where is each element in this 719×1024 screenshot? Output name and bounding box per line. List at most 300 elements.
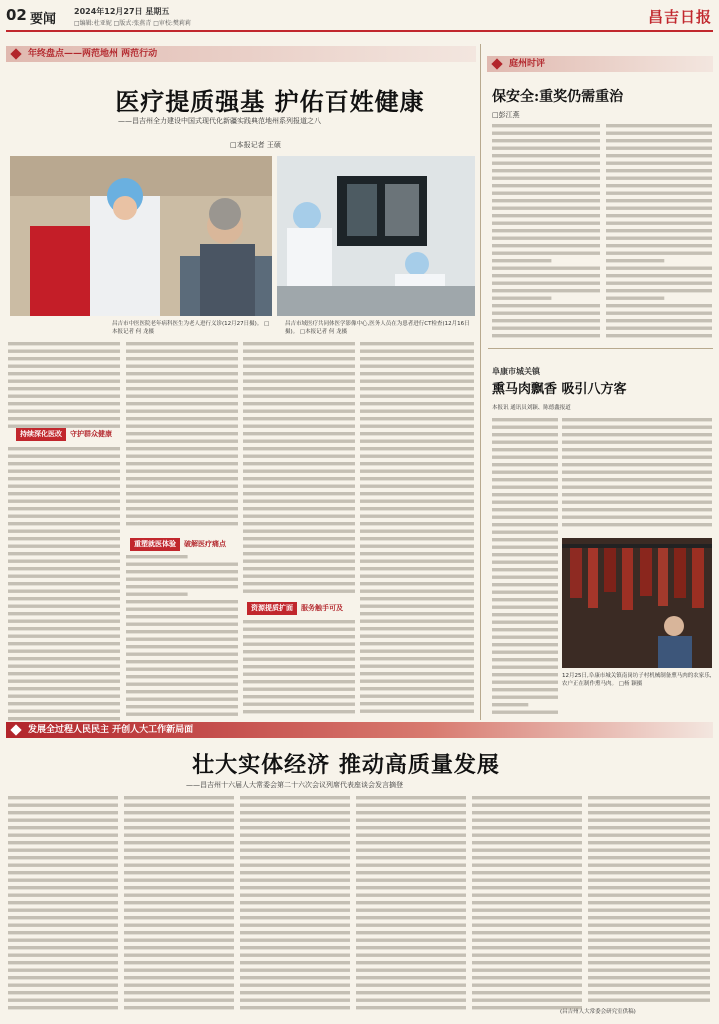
text-line	[124, 849, 234, 852]
text-line	[243, 628, 355, 631]
text-line	[126, 425, 238, 428]
text-line	[492, 553, 558, 556]
text-line	[240, 954, 350, 957]
text-line	[243, 575, 355, 578]
text-line	[126, 608, 238, 611]
text-line	[360, 485, 474, 488]
text-line	[126, 477, 238, 480]
text-line	[356, 961, 466, 964]
text-line	[124, 864, 234, 867]
text-line	[606, 334, 712, 337]
text-line	[243, 372, 355, 375]
text-line	[126, 380, 238, 383]
text-line	[492, 606, 558, 609]
text-line	[243, 365, 355, 368]
text-line	[126, 555, 188, 558]
text-line	[124, 954, 234, 957]
text-line	[360, 635, 474, 638]
header-rule	[6, 30, 713, 32]
text-line	[240, 894, 350, 897]
text-line	[126, 485, 238, 488]
text-line	[588, 879, 710, 882]
text-line	[606, 222, 712, 225]
text-line	[360, 470, 474, 473]
text-line	[8, 924, 118, 927]
text-line	[606, 132, 712, 135]
caption-left: 昌吉市中医医院老年病科医生为老人进行义诊(12月27日摄)。 □本报记者 何 龙摄	[112, 321, 270, 335]
text-line	[360, 657, 474, 660]
text-line	[243, 470, 355, 473]
text-line	[492, 486, 558, 489]
text-line	[356, 886, 466, 889]
text-line	[240, 856, 350, 859]
text-line	[8, 879, 118, 882]
text-line	[562, 493, 712, 496]
text-line	[360, 672, 474, 675]
text-line	[562, 456, 712, 459]
caption-right: 昌吉市域医疗共同体医学影像中心,医务人员在为患者进行CT检查(12月16日摄)。 □本报记者 何 龙摄	[285, 321, 470, 335]
text-line	[360, 425, 474, 428]
text-line	[8, 804, 118, 807]
text-line	[8, 886, 118, 889]
text-line	[243, 537, 355, 540]
text-line	[243, 530, 355, 533]
text-line	[243, 402, 355, 405]
text-line	[360, 702, 474, 705]
subhead-3	[243, 602, 359, 615]
text-line	[126, 365, 238, 368]
text-line	[126, 600, 238, 603]
text-line	[588, 811, 710, 814]
text-line	[240, 924, 350, 927]
text-line	[8, 849, 118, 852]
text-line	[360, 522, 474, 525]
commentary-byline: □彭江燕	[492, 111, 520, 119]
text-line	[126, 585, 238, 588]
text-line	[472, 909, 582, 912]
column-separator	[480, 44, 481, 720]
text-line	[606, 304, 712, 307]
text-line	[360, 530, 474, 533]
text-line	[588, 901, 710, 904]
text-line	[126, 492, 238, 495]
photo-smoked-horse-meat	[562, 538, 712, 668]
text-line	[562, 516, 712, 519]
text-line	[472, 916, 582, 919]
text-line	[124, 984, 234, 987]
text-line	[8, 864, 118, 867]
text-line	[492, 184, 600, 187]
text-line	[562, 501, 712, 504]
text-line	[126, 623, 238, 626]
text-line	[360, 665, 474, 668]
text-line	[472, 879, 582, 882]
text-line	[243, 695, 355, 698]
text-line	[360, 627, 474, 630]
text-line	[472, 954, 582, 957]
text-line	[243, 425, 355, 428]
text-line	[360, 642, 474, 645]
text-line	[8, 342, 120, 345]
text-line	[356, 796, 466, 799]
text-line	[606, 199, 712, 202]
text-line	[243, 492, 355, 495]
text-line	[360, 350, 474, 353]
text-line	[243, 545, 355, 548]
text-line	[492, 289, 600, 292]
commentary-banner	[487, 56, 713, 72]
text-line	[588, 954, 710, 957]
text-line	[492, 666, 558, 669]
text-line	[360, 567, 474, 570]
text-line	[240, 946, 350, 949]
text-line	[8, 939, 118, 942]
text-line	[492, 162, 600, 165]
text-line	[492, 478, 558, 481]
text-line	[126, 630, 238, 633]
text-line	[588, 931, 710, 934]
text-line	[606, 282, 712, 285]
text-line	[356, 984, 466, 987]
text-line	[606, 162, 712, 165]
text-line	[492, 576, 558, 579]
text-line	[8, 984, 118, 987]
text-line	[492, 426, 558, 429]
text-line	[472, 849, 582, 852]
text-line	[562, 433, 712, 436]
text-line	[8, 976, 118, 979]
right-divider	[488, 348, 713, 349]
subhead-3-tag: 资源提质扩面	[247, 602, 297, 615]
main-headline: 医疗提质强基 护佑百姓健康	[115, 87, 425, 116]
text-line	[360, 552, 474, 555]
text-line	[360, 650, 474, 653]
text-line	[492, 711, 558, 714]
text-line	[240, 804, 350, 807]
text-line	[126, 402, 238, 405]
text-line	[492, 568, 558, 571]
text-line	[606, 214, 712, 217]
text-line	[243, 447, 355, 450]
text-line	[8, 901, 118, 904]
text-line	[356, 1006, 466, 1009]
page-number: 02	[6, 6, 27, 24]
text-line	[126, 638, 238, 641]
text-line	[360, 582, 474, 585]
text-line	[492, 463, 558, 466]
main-subhead: ——昌吉州全力建设中国式现代化新疆实践典范地州系列报道之八	[118, 117, 321, 125]
text-line	[124, 901, 234, 904]
text-line	[606, 244, 712, 247]
text-line	[356, 939, 466, 942]
text-line	[472, 946, 582, 949]
text-line	[492, 237, 600, 240]
text-line	[126, 507, 238, 510]
text-line	[562, 441, 712, 444]
bottom-banner-diamond-icon	[10, 724, 21, 735]
text-line	[588, 909, 710, 912]
text-line	[126, 455, 238, 458]
text-line	[492, 177, 600, 180]
text-line	[8, 894, 118, 897]
section-name: 要闻	[30, 12, 57, 27]
text-line	[492, 493, 558, 496]
text-line	[124, 811, 234, 814]
text-line	[360, 387, 474, 390]
text-line	[492, 214, 600, 217]
text-line	[492, 327, 600, 330]
text-line	[588, 976, 710, 979]
text-line	[360, 515, 474, 518]
main-byline: □本报记者 王硕	[230, 141, 281, 149]
editor-credits: □编辑:杜亚妮 □版式:张燕青 □审校:樊莉莉	[74, 20, 191, 27]
text-line	[492, 282, 600, 285]
text-line	[356, 856, 466, 859]
text-line	[492, 267, 600, 270]
text-line	[588, 826, 710, 829]
text-line	[360, 590, 474, 593]
text-line	[243, 688, 355, 691]
top-section-banner	[6, 46, 476, 62]
text-line	[492, 658, 558, 661]
text-line	[240, 1006, 350, 1009]
text-line	[360, 432, 474, 435]
feature-kicker: 阜康市城关镇	[492, 367, 540, 376]
text-line	[243, 643, 355, 646]
subhead-2-text: 破解医疗痛点	[184, 540, 226, 548]
text-line	[356, 864, 466, 867]
text-line	[360, 687, 474, 690]
text-line	[606, 312, 712, 315]
text-line	[588, 819, 710, 822]
text-line	[360, 492, 474, 495]
text-line	[126, 713, 238, 716]
text-line	[243, 665, 355, 668]
text-line	[492, 538, 558, 541]
text-line	[562, 463, 712, 466]
commentary-title: 保安全:重奖仍需重治	[492, 89, 624, 105]
text-line	[492, 319, 600, 322]
text-line	[562, 478, 712, 481]
text-line	[492, 471, 558, 474]
text-line	[588, 984, 710, 987]
text-line	[240, 849, 350, 852]
text-line	[240, 916, 350, 919]
subhead-1-text: 守护群众健康	[70, 430, 112, 438]
text-line	[492, 252, 600, 255]
text-line	[606, 259, 664, 262]
subhead-1-tag: 持续深化医改	[16, 428, 66, 441]
text-line	[360, 537, 474, 540]
text-line	[562, 508, 712, 511]
text-line	[126, 570, 238, 573]
text-line	[360, 545, 474, 548]
text-line	[360, 680, 474, 683]
text-line	[243, 658, 355, 661]
text-line	[8, 1006, 118, 1009]
text-line	[360, 410, 474, 413]
text-line	[606, 267, 712, 270]
text-line	[492, 207, 600, 210]
text-line	[588, 969, 710, 972]
text-line	[562, 471, 712, 474]
text-line	[8, 819, 118, 822]
text-line	[124, 924, 234, 927]
text-line	[240, 969, 350, 972]
text-line	[492, 441, 558, 444]
text-line	[356, 976, 466, 979]
text-line	[126, 593, 188, 596]
text-line	[124, 856, 234, 859]
text-line	[243, 552, 355, 555]
text-line	[606, 237, 712, 240]
feature-byline: 本报讯 通讯员刘颖、陈德鑫报道	[492, 405, 571, 411]
text-line	[492, 673, 558, 676]
text-line	[360, 342, 474, 345]
text-line	[243, 342, 355, 345]
text-line	[588, 871, 710, 874]
text-line	[492, 688, 558, 691]
text-line	[588, 841, 710, 844]
text-line	[360, 357, 474, 360]
text-line	[8, 811, 118, 814]
text-line	[356, 946, 466, 949]
text-line	[356, 879, 466, 882]
text-line	[243, 432, 355, 435]
text-line	[472, 819, 582, 822]
text-line	[126, 417, 238, 420]
text-line	[360, 447, 474, 450]
main-body-col-1	[8, 352, 120, 722]
text-line	[492, 561, 558, 564]
text-line	[124, 916, 234, 919]
text-line	[492, 501, 558, 504]
text-line	[492, 169, 600, 172]
text-line	[243, 635, 355, 638]
text-line	[606, 252, 712, 255]
text-line	[240, 931, 350, 934]
text-line	[492, 508, 558, 511]
text-line	[124, 804, 234, 807]
text-line	[588, 834, 710, 837]
text-line	[124, 969, 234, 972]
text-line	[492, 636, 558, 639]
text-line	[126, 578, 238, 581]
text-line	[356, 804, 466, 807]
text-line	[8, 871, 118, 874]
text-line	[492, 628, 558, 631]
text-line	[492, 523, 558, 526]
text-line	[8, 796, 118, 799]
text-line	[492, 334, 600, 337]
text-line	[588, 864, 710, 867]
banner-diamond-icon	[10, 48, 21, 59]
text-line	[492, 613, 558, 616]
text-line	[126, 470, 238, 473]
text-line	[124, 1006, 234, 1009]
text-line	[356, 849, 466, 852]
text-line	[472, 841, 582, 844]
text-line	[492, 643, 558, 646]
bottom-source-note: (昌吉州人大常委会研究室供稿)	[560, 1009, 636, 1015]
text-line	[243, 522, 355, 525]
text-line	[472, 804, 582, 807]
text-line	[472, 826, 582, 829]
text-line	[606, 297, 664, 300]
text-line	[126, 660, 238, 663]
text-line	[126, 342, 238, 345]
subhead-3-text: 服务触手可及	[301, 604, 343, 612]
text-line	[492, 598, 558, 601]
text-line	[240, 961, 350, 964]
text-line	[360, 477, 474, 480]
text-line	[8, 826, 118, 829]
text-line	[588, 946, 710, 949]
text-line	[243, 477, 355, 480]
text-line	[472, 961, 582, 964]
photo-ct-scan	[277, 156, 475, 316]
text-line	[472, 924, 582, 927]
text-line	[472, 939, 582, 942]
feature-photo-caption: 12月25日,阜康市城关镇南岗坊子村机械制备熏马肉的农家乐,农户正在制作熏马肉。 □杨 颖摄	[562, 673, 712, 687]
text-line	[126, 615, 238, 618]
text-line	[492, 448, 558, 451]
text-line	[240, 886, 350, 889]
text-line	[360, 440, 474, 443]
text-line	[360, 560, 474, 563]
text-line	[492, 139, 600, 142]
text-line	[606, 192, 712, 195]
text-line	[492, 297, 551, 300]
text-line	[356, 834, 466, 837]
text-line	[360, 605, 474, 608]
text-line	[356, 991, 466, 994]
text-line	[240, 984, 350, 987]
bottom-section-banner	[6, 722, 713, 738]
text-line	[472, 901, 582, 904]
text-line	[492, 696, 558, 699]
text-line	[360, 402, 474, 405]
text-line	[126, 645, 238, 648]
text-line	[8, 916, 118, 919]
text-line	[126, 515, 238, 518]
text-line	[472, 796, 582, 799]
text-line	[356, 999, 466, 1002]
text-line	[8, 931, 118, 934]
text-line	[356, 894, 466, 897]
text-line	[126, 653, 238, 656]
text-line	[356, 924, 466, 927]
text-line	[606, 124, 712, 127]
text-line	[240, 864, 350, 867]
text-line	[126, 668, 238, 671]
text-line	[243, 500, 355, 503]
text-line	[243, 650, 355, 653]
text-line	[606, 147, 712, 150]
text-line	[492, 621, 558, 624]
text-line	[588, 924, 710, 927]
text-line	[243, 462, 355, 465]
text-line	[588, 916, 710, 919]
text-line	[124, 796, 234, 799]
text-line	[126, 432, 238, 435]
text-line	[243, 703, 355, 706]
text-line	[243, 350, 355, 353]
text-line	[124, 946, 234, 949]
text-line	[240, 796, 350, 799]
text-line	[492, 199, 600, 202]
text-line	[243, 673, 355, 676]
